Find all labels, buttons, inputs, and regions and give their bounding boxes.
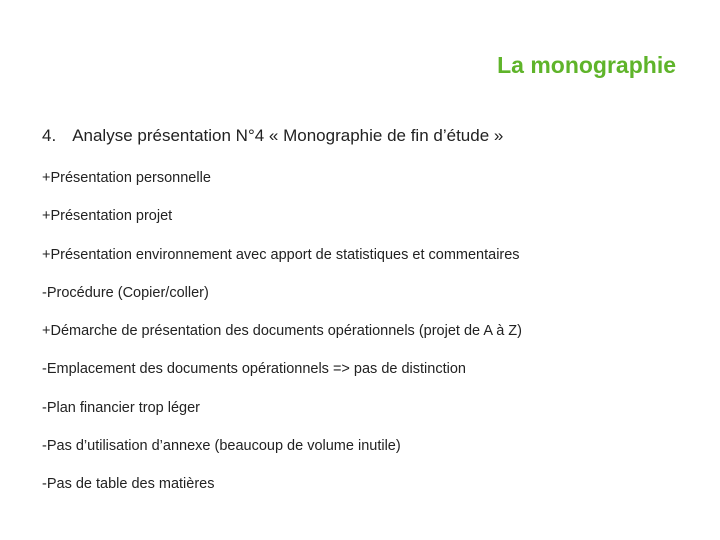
list-item: +Présentation projet [42, 208, 173, 225]
list-item: -Procédure (Copier/coller) [42, 284, 209, 301]
list-item: +Présentation environnement avec apport de statistiques et commentaires [42, 246, 520, 263]
list-item: -Pas de table des matières [42, 476, 215, 493]
section-heading-text: Analyse présentation N°4 « Monographie de fin d’étude » [72, 126, 504, 145]
slide-title: La monographie [497, 52, 676, 78]
list-item: +Présentation personnelle [42, 170, 211, 186]
list-item: -Plan financier trop léger [42, 399, 200, 416]
list-item: -Pas d’utilisation d’annexe (beaucoup de volume inutile) [42, 438, 401, 455]
list-item: -Emplacement des documents opérationnels => pas de distinction [42, 361, 466, 378]
section-number: 4. [42, 126, 57, 145]
evaluation-list [42, 168, 522, 513]
list-item: +Démarche de présentation des documents opérationnels (projet de A à Z) [42, 323, 522, 340]
section-heading [42, 126, 503, 146]
